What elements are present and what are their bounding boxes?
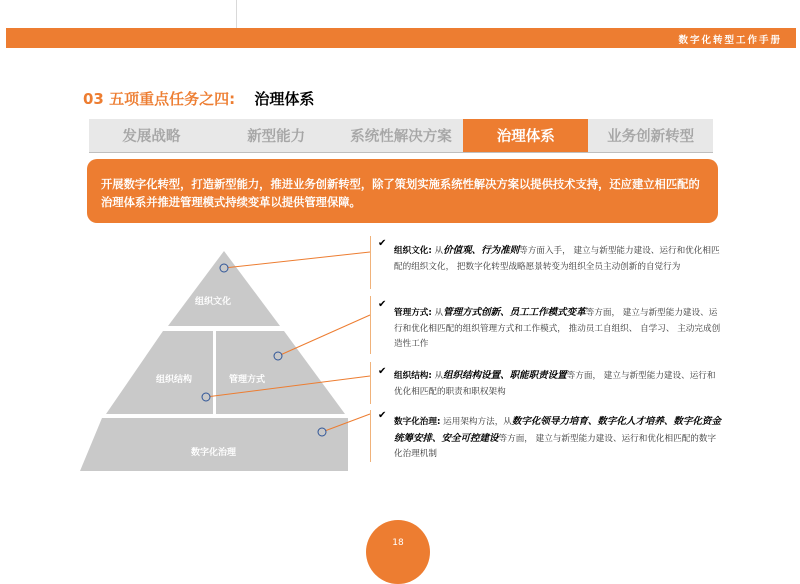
item-emphasis: 数字化领导力培育、数字化人才培养、数字化资金统筹安排、安全可控建设 bbox=[394, 416, 721, 444]
pyramid-label-culture: 组织文化 bbox=[195, 297, 232, 307]
tab-development-strategy[interactable]: 发展战略 bbox=[122, 129, 181, 145]
item-emphasis: 价值观、行为准则 bbox=[443, 245, 520, 256]
tab-governance-system[interactable]: 治理体系 bbox=[463, 119, 588, 152]
item-organizational-culture bbox=[394, 243, 724, 275]
item-separator bbox=[370, 410, 371, 462]
checkmark-icon: ✔ bbox=[378, 238, 387, 249]
item-emphasis: 组织结构设置、职能职责设置 bbox=[443, 370, 567, 381]
item-label: 组织文化: bbox=[394, 246, 432, 256]
item-label: 管理方式: bbox=[394, 308, 432, 318]
tab-business-innovation[interactable]: 业务创新转型 bbox=[607, 129, 695, 145]
item-label: 数字化治理: bbox=[394, 417, 441, 427]
pyramid-layer-top bbox=[168, 251, 280, 326]
item-text: 等方面入手， 建立与新型能力建设、运行和优化相匹配的组织文化， 把数字化转型战略愿景转变为组织全员主动创新的自觉行为 bbox=[394, 246, 720, 272]
checkmark-icon: ✔ bbox=[378, 410, 387, 421]
connector-line-culture bbox=[224, 252, 370, 268]
dot-culture bbox=[220, 264, 228, 272]
item-prefix: 从 bbox=[434, 371, 444, 381]
item-text: 等方面， 建立与新型能力建设、运行和优化相匹配的职责和职权架构 bbox=[394, 371, 716, 397]
pyramid-label-management: 管理方式 bbox=[229, 375, 266, 385]
pyramid-label-structure: 组织结构 bbox=[156, 375, 193, 385]
section-number: 03 五项重点任务之四: bbox=[83, 90, 236, 108]
item-digital-governance bbox=[394, 414, 724, 463]
tab-new-capability[interactable]: 新型能力 bbox=[247, 129, 306, 145]
checkmark-icon: ✔ bbox=[378, 366, 387, 377]
item-separator bbox=[370, 296, 371, 354]
item-separator bbox=[370, 236, 371, 289]
page-number-badge bbox=[366, 520, 430, 584]
item-prefix: 运用架构方法，从 bbox=[443, 417, 512, 427]
item-emphasis: 管理方式创新、员工工作模式变革 bbox=[443, 307, 586, 318]
checkmark-icon: ✔ bbox=[378, 299, 387, 310]
tab-systematic-solution[interactable]: 系统性解决方案 bbox=[350, 129, 452, 145]
dot-management bbox=[274, 352, 282, 360]
connector-line-management bbox=[278, 315, 370, 356]
dot-governance bbox=[318, 428, 326, 436]
page-number: 18 bbox=[392, 538, 404, 548]
item-text: 等方面， 建立与新型能力建设、运行和优化相匹配的组织管理方式和工作模式， 推动员工自组织、 自学习、 主动完成创造性工作 bbox=[394, 308, 721, 349]
dot-structure bbox=[202, 393, 210, 401]
section-title: 治理体系 bbox=[254, 90, 315, 108]
item-separator bbox=[370, 362, 371, 404]
header-title: 数字化转型工作手册 bbox=[678, 35, 782, 46]
item-management-method bbox=[394, 305, 724, 353]
item-label: 组织结构: bbox=[394, 371, 432, 381]
item-text: 等方面， 建立与新型能力建设、运行和优化相匹配的数字化治理机制 bbox=[394, 433, 717, 459]
item-prefix: 从 bbox=[434, 246, 444, 256]
item-prefix: 从 bbox=[434, 308, 444, 318]
pyramid-label-digital-governance: 数字化治理 bbox=[191, 448, 237, 458]
item-organizational-structure bbox=[394, 368, 724, 400]
summary-banner: 开展数字化转型，打造新型能力，推进业务创新转型，除了策划实施系统性解决方案以提供技术支持，还应建立相匹配的治理体系并推进管理模式持续变革以提供管理保障。 bbox=[87, 159, 718, 223]
